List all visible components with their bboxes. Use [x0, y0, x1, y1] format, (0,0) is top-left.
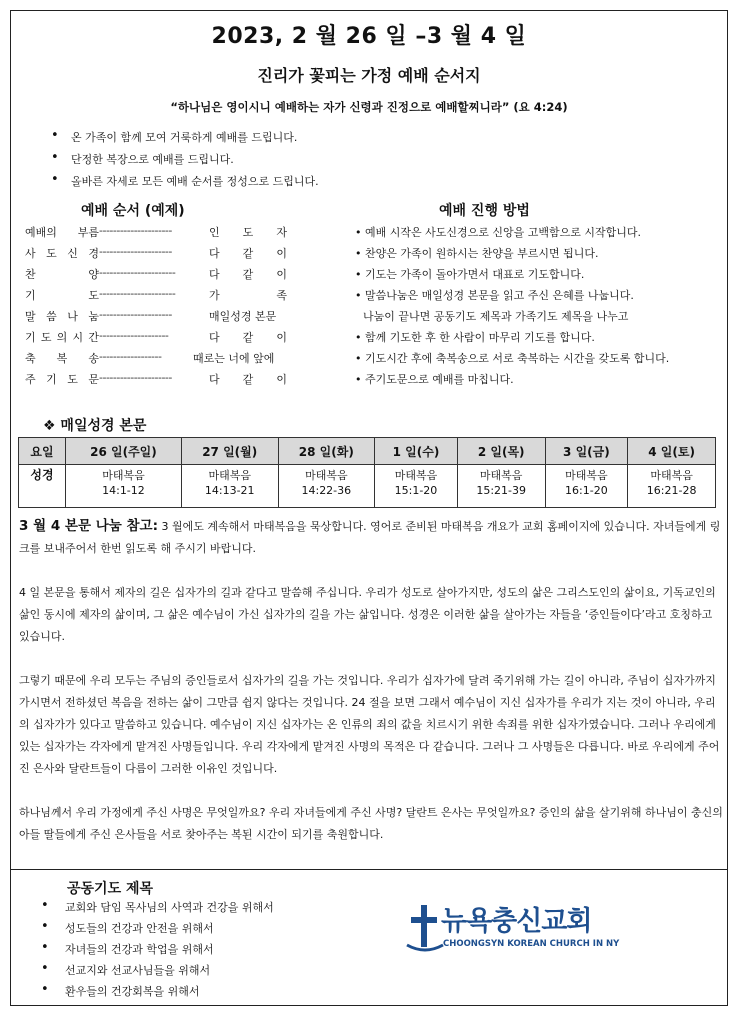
guideline-item: • 단정한 복장으로 예배를 드립니다.: [51, 151, 319, 173]
reference-section: [19, 515, 723, 868]
church-name-korean: 뉴욕충신교회: [441, 906, 592, 937]
method-item: 나눔이 끝나면 공동기도 제목과 가족기도 제목을 나누고: [363, 310, 629, 323]
method-item: • 말씀나눔은 매일성경 본문을 읽고 주신 은혜를 나눕니다.: [355, 289, 634, 302]
method-item: • 기도시간 후에 축복송으로 서로 축복하는 시간을 갖도록 합니다.: [355, 352, 670, 365]
order-name: 사 도 신 경: [25, 247, 99, 260]
book-name: 마태복음: [565, 469, 608, 482]
order-dots: ----------------------: [99, 266, 176, 279]
table-cell: [457, 465, 545, 508]
order-dots: ------------------: [99, 350, 162, 363]
prayer-title: 공동기도 제목: [67, 881, 154, 897]
method-item: • 주기도문으로 예배를 마칩니다.: [355, 373, 514, 386]
page-subtitle: 진리가 꽃피는 가정 예배 순서지: [257, 66, 481, 85]
order-name: 기 도: [25, 289, 99, 302]
table-header: 28 일(화): [278, 438, 375, 465]
prayer-item: • 교회와 담임 목사님의 사역과 건강을 위해서: [41, 899, 274, 920]
book-name: 마태복음: [394, 469, 438, 482]
passage: 16:21-28: [646, 484, 697, 497]
book-name: 마태복음: [650, 469, 693, 482]
order-row: [25, 245, 305, 266]
guideline-item: • 온 가족이 함께 모여 거룩하게 예배를 드립니다.: [51, 129, 319, 151]
table-header: 2 일(목): [457, 438, 545, 465]
reference-intro: [19, 515, 723, 560]
guideline-item: • 올바른 자세로 모든 예배 순서를 정성으로 드립니다.: [51, 173, 319, 195]
section-divider: [11, 869, 727, 870]
order-dots: ---------------------: [99, 371, 172, 384]
cross-icon: [405, 903, 445, 955]
table-cell: [628, 465, 716, 508]
reference-intro-text: 3 월에도 계속해서 마태복음을 묵상합니다. 영어로 준비된 마태복음 개요가 교회 홈페이지에 있습니다. 자녀들에게 링크를 보내주어서 한번 읽도록 해 주시기 바랍니다.: [19, 520, 721, 555]
worship-guide-page: [10, 10, 728, 1006]
book-name: 마태복음: [208, 469, 251, 482]
bible-reading-title: ❖ 매일성경 본문: [43, 418, 147, 434]
prayer-item: • 성도들의 건강과 안전을 위해서: [41, 920, 274, 941]
church-name-english: CHOONGSYN KOREAN CHURCH IN NY: [443, 939, 620, 949]
order-dots: --------------------: [99, 329, 169, 342]
book-name: 마태복음: [102, 469, 145, 482]
order-name: 기 도 의 시 간: [25, 331, 99, 344]
table-row: [19, 465, 716, 508]
guideline-list: [51, 129, 319, 195]
passage: 15:21-39: [476, 484, 527, 497]
reference-heading: 3 월 4 본문 나눔 참고:: [19, 518, 158, 534]
order-name: 주 기 도 문: [25, 373, 99, 386]
bible-reading-table: [18, 437, 716, 508]
passage: 14:13-21: [204, 484, 255, 497]
order-value: 다 같 이: [209, 331, 287, 344]
table-cell: [278, 465, 375, 508]
order-heading: 예배 순서 (예제): [81, 203, 185, 219]
passage: 14:1-12: [102, 484, 145, 497]
reference-paragraph: 그렇기 때문에 우리 모두는 주님의 증인들로서 십자가의 길을 가는 것입니다. 우리가 십자가에 달려 죽기위해 가는 길이 아니라, 주님이 십자가까지 가시면서 전하셨던 복음을 전하는 삶이 그만큼 쉽지 않다는 것입니다. 24 절을 보면 그래서 예수님이 지신 십자가를 우리가 지는 것이 아니라, 우리의 십자가가 있다고 말씀하고 있습니다. 예수님이 지신 십자가는 온 인류의 죄의 값을 치르시기 위한 속죄를 위한 십자가였습니다. 그러나 우리에게 있는 십자가는 각자에게 맡겨진 사명들입니다. 우리 각자에게 맡겨진 사명의 목적은 다 같습니다. 그러나 그 사명들은 다릅니다. 바로 우리에게 주어진 은사와 달란트들이 다름이 그러한 이유인 것입니다.: [19, 674, 720, 775]
order-dots: ---------------------: [99, 308, 172, 321]
prayer-item: • 선교지와 선교사님들을 위해서: [41, 962, 274, 983]
order-value: 다 같 이: [209, 268, 287, 281]
table-header: 26 일(주일): [66, 438, 182, 465]
order-name: 말 씀 나 눔: [25, 310, 99, 323]
table-header: 1 일(수): [375, 438, 458, 465]
table-header: 27 일(월): [181, 438, 278, 465]
table-cell: [545, 465, 628, 508]
worship-order-list: [25, 224, 305, 392]
order-row: [25, 266, 305, 287]
order-row: [25, 350, 305, 371]
order-name: 찬 양: [25, 268, 99, 281]
method-item: • 찬양은 가족이 원하시는 찬양을 부르시면 됩니다.: [355, 247, 599, 260]
row-label: 성경: [19, 465, 66, 508]
order-value: 인 도 자: [209, 226, 287, 239]
table-header: 3 일(금): [545, 438, 628, 465]
table-cell: [181, 465, 278, 508]
order-value: 다 같 이: [209, 247, 287, 260]
table-header-row: [19, 438, 716, 465]
order-value: 가 족: [209, 289, 287, 302]
method-heading: 예배 진행 방법: [439, 203, 530, 219]
order-name: 예배의 부름: [25, 226, 99, 239]
order-name: 축 복 송: [25, 352, 99, 365]
order-row: [25, 371, 305, 392]
table-cell: [375, 465, 458, 508]
order-value: 매일성경 본문: [209, 310, 277, 323]
passage: 14:22-36: [301, 484, 352, 497]
order-row: [25, 224, 305, 245]
date-title: 2023, 2 월 26 일 –3 월 4 일: [211, 24, 527, 49]
passage: 15:1-20: [394, 484, 438, 497]
order-dots: ---------------------: [99, 224, 172, 237]
order-row: [25, 287, 305, 308]
method-item: • 기도는 가족이 돌아가면서 대표로 기도합니다.: [355, 268, 585, 281]
order-dots: ----------------------: [99, 287, 176, 300]
method-item: • 함께 기도한 후 한 사람이 마무리 기도를 합니다.: [355, 331, 595, 344]
reference-paragraph: 4 일 본문을 통해서 제자의 길은 십자가의 길과 같다고 말씀해 주십니다. 우리가 성도로 살아가지만, 성도의 삶은 그리스도인의 삶이요, 기독교인의 삶인 동시에 제자의 삶이며, 그 삶은 예수님이 가신 십자가의 길을 가는 삶입니다. 성경은 이러한 삶을 살아가는 자들을 ‘증인들이다’라고 호칭하고 있습니다.: [19, 586, 716, 643]
reference-paragraph: 하나님께서 우리 가정에게 주신 사명은 무엇일까요? 우리 자녀들에게 주신 사명? 달란트 은사는 무엇일까요? 증인의 삶을 살기위해 하나님이 충신의 아들 딸들에게 주신 은사들을 서로 찾아주는 복된 시간이 되기를 축원합니다.: [19, 806, 723, 841]
book-name: 마태복음: [305, 469, 348, 482]
method-item: • 예배 시작은 사도신경으로 신앙을 고백함으로 시작합니다.: [355, 226, 641, 239]
prayer-item: • 환우들의 건강회복을 위해서: [41, 983, 274, 1004]
passage: 16:1-20: [565, 484, 608, 497]
order-value: 때로는 너에 앞에: [193, 352, 275, 365]
scripture-verse: “하나님은 영이시니 예배하는 자가 신령과 진정으로 예배할찌니라” (요 4:24): [170, 100, 568, 114]
prayer-item: • 자녀들의 건강과 학업을 위해서: [41, 941, 274, 962]
table-header: 4 일(토): [628, 438, 716, 465]
table-cell: [66, 465, 182, 508]
order-value: 다 같 이: [209, 373, 287, 386]
church-logo: [405, 899, 635, 959]
book-name: 마태복음: [479, 469, 523, 482]
prayer-list: [41, 899, 274, 1004]
order-row: [25, 308, 305, 329]
order-dots: ---------------------: [99, 245, 172, 258]
worship-method-list: [355, 224, 669, 392]
table-header: 요일: [19, 438, 66, 465]
order-row: [25, 329, 305, 350]
